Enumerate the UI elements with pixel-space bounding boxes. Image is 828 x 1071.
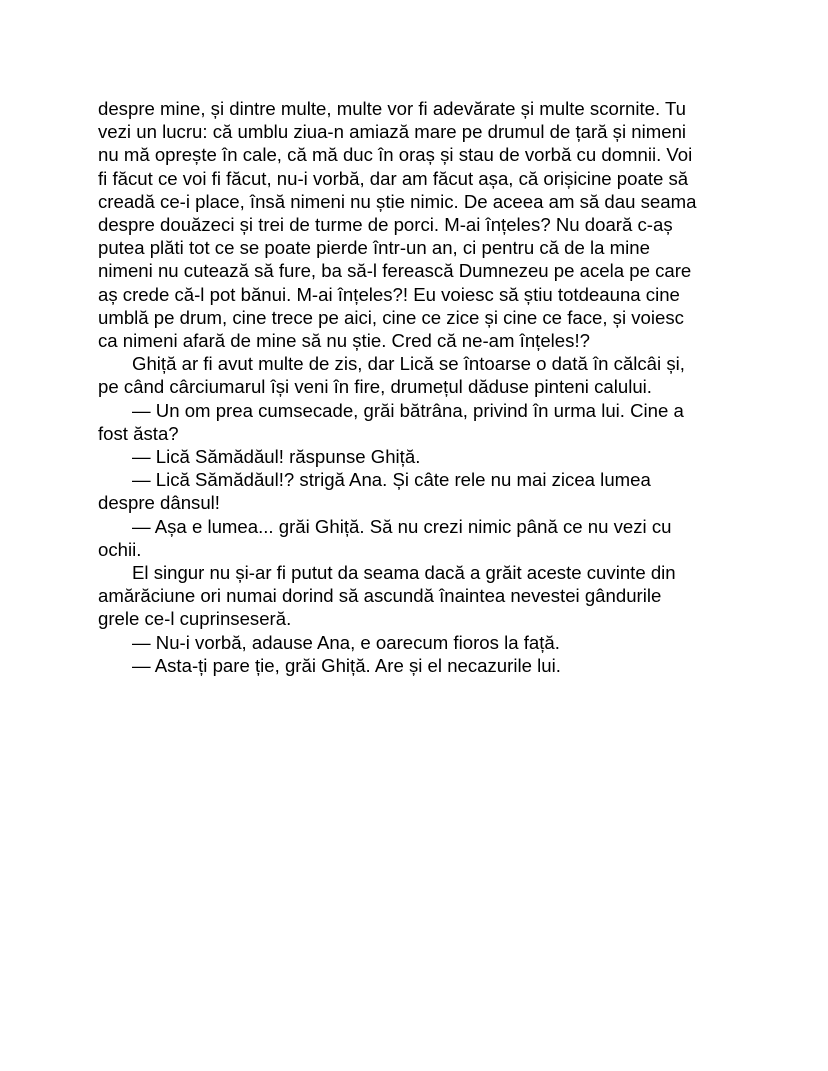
text-line: pe când cârciumarul își veni în fire, drumețul dăduse pinteni calului. bbox=[98, 376, 652, 398]
text-line: creadă ce-i place, însă nimeni nu știe nimic. De aceea am să dau seama bbox=[98, 190, 697, 212]
text-line: nimeni nu cutează să fure, ba să-l ferească Dumnezeu pe acela pe care bbox=[98, 260, 692, 282]
text-line: — Așa e lumea... grăi Ghiță. Să nu crezi nimic până ce nu vezi cu bbox=[132, 515, 672, 537]
text-line: grele ce-l cuprinseseră. bbox=[98, 608, 292, 630]
paragraph-5-cont bbox=[98, 491, 738, 514]
paragraph-1 bbox=[98, 97, 738, 352]
paragraph-4 bbox=[98, 445, 738, 468]
text-line: nu mă oprește în cale, că mă duc în oraș și stau de vorbă cu domnii. Voi bbox=[98, 144, 693, 166]
text-line: despre douăzeci și trei de turme de porci. M-ai înțeles? Nu doară c-aș bbox=[98, 214, 673, 236]
text-line: despre dânsul! bbox=[98, 492, 220, 514]
paragraph-6 bbox=[98, 515, 738, 538]
text-line: ca nimeni afară de mine să nu știe. Cred că ne-am înțeles!? bbox=[98, 330, 590, 352]
paragraph-5 bbox=[98, 468, 738, 491]
text-line: despre mine, și dintre multe, multe vor fi adevărate și multe scornite. Tu bbox=[98, 98, 687, 119]
text-line: ochii. bbox=[98, 538, 142, 560]
paragraph-3-cont bbox=[98, 422, 738, 445]
text-line: — Nu-i vorbă, adause Ana, e oarecum fioros la față. bbox=[132, 631, 560, 653]
text-line: fi făcut ce voi fi făcut, nu-i vorbă, dar am făcut așa, că orișicine poate să bbox=[98, 167, 689, 189]
text-line: amărăciune ori numai dorind să ascundă înaintea nevestei gândurile bbox=[98, 585, 662, 607]
text-line: — Un om prea cumsecade, grăi bătrâna, privind în urma lui. Cine a bbox=[132, 399, 684, 421]
paragraph-8 bbox=[98, 631, 738, 654]
text-line: putea plăti tot ce se poate pierde într-un an, ci pentru că de la mine bbox=[98, 237, 650, 259]
document-page bbox=[98, 97, 738, 677]
paragraph-9 bbox=[98, 654, 738, 677]
paragraph-6-cont bbox=[98, 538, 738, 561]
text-line: Ghiță ar fi avut multe de zis, dar Lică se întoarse o dată în călcâi și, bbox=[132, 353, 685, 375]
paragraph-2-cont bbox=[98, 375, 738, 398]
text-line: fost ăsta? bbox=[98, 422, 179, 444]
text-line: vezi un lucru: că umblu ziua-n amiază mare pe drumul de țară și nimeni bbox=[98, 121, 687, 143]
text-line: — Asta-ți pare ție, grăi Ghiță. Are și el necazurile lui. bbox=[132, 654, 561, 676]
text-line: — Lică Sămădăul! răspunse Ghiță. bbox=[132, 446, 421, 468]
paragraph-7 bbox=[98, 561, 738, 584]
text-line: El singur nu și-ar fi putut da seama dacă a grăit aceste cuvinte din bbox=[132, 562, 676, 584]
paragraph-2 bbox=[98, 352, 738, 375]
text-line: — Lică Sămădăul!? strigă Ana. Și câte rele nu mai zicea lumea bbox=[132, 469, 651, 491]
paragraph-7-cont bbox=[98, 584, 738, 630]
text-line: umblă pe drum, cine trece pe aici, cine ce zice și cine ce face, și voiesc bbox=[98, 306, 684, 328]
paragraph-3 bbox=[98, 399, 738, 422]
text-line: aș crede că-l pot bănui. M-ai înțeles?! Eu voiesc să știu totdeauna cine bbox=[98, 283, 680, 305]
